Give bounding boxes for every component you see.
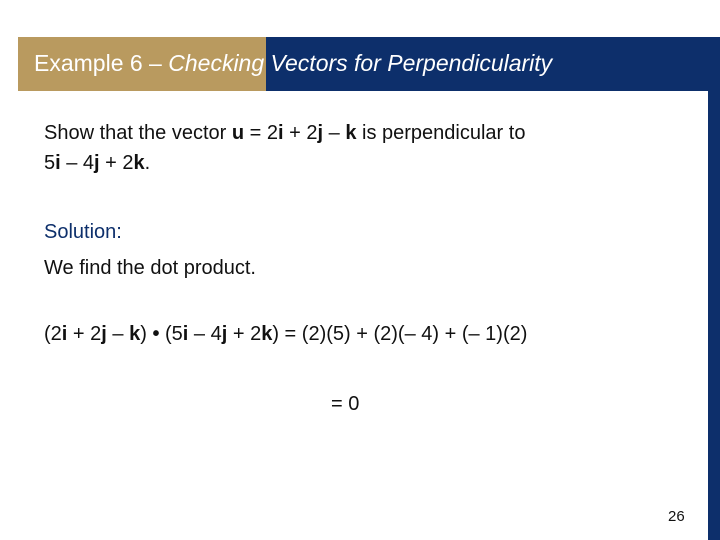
title-prefix: Example 6 – [34, 50, 169, 76]
title-emphasis: Checking Vectors for Perpendicularity [168, 50, 553, 76]
title-bar [18, 37, 720, 91]
problem-statement-line-1: Show that the vector u = 2i + 2j – k is perpendicular to [44, 122, 526, 144]
problem-statement-line-2: 5i – 4j + 2k. [44, 152, 151, 174]
dot-operator: • [152, 323, 160, 345]
solution-label: Solution: [44, 221, 122, 243]
dot-product-equation: (2i + 2j – k) • (5i – 4j + 2k) = (2)(5) + (2)(– 4) + (– 1)(2) [44, 323, 528, 345]
right-accent-strip [708, 91, 720, 540]
slide-title [34, 50, 552, 77]
solution-intro: We find the dot product. [44, 257, 256, 279]
slide-number: 26 [668, 508, 685, 525]
equation-result: = 0 [331, 393, 360, 415]
